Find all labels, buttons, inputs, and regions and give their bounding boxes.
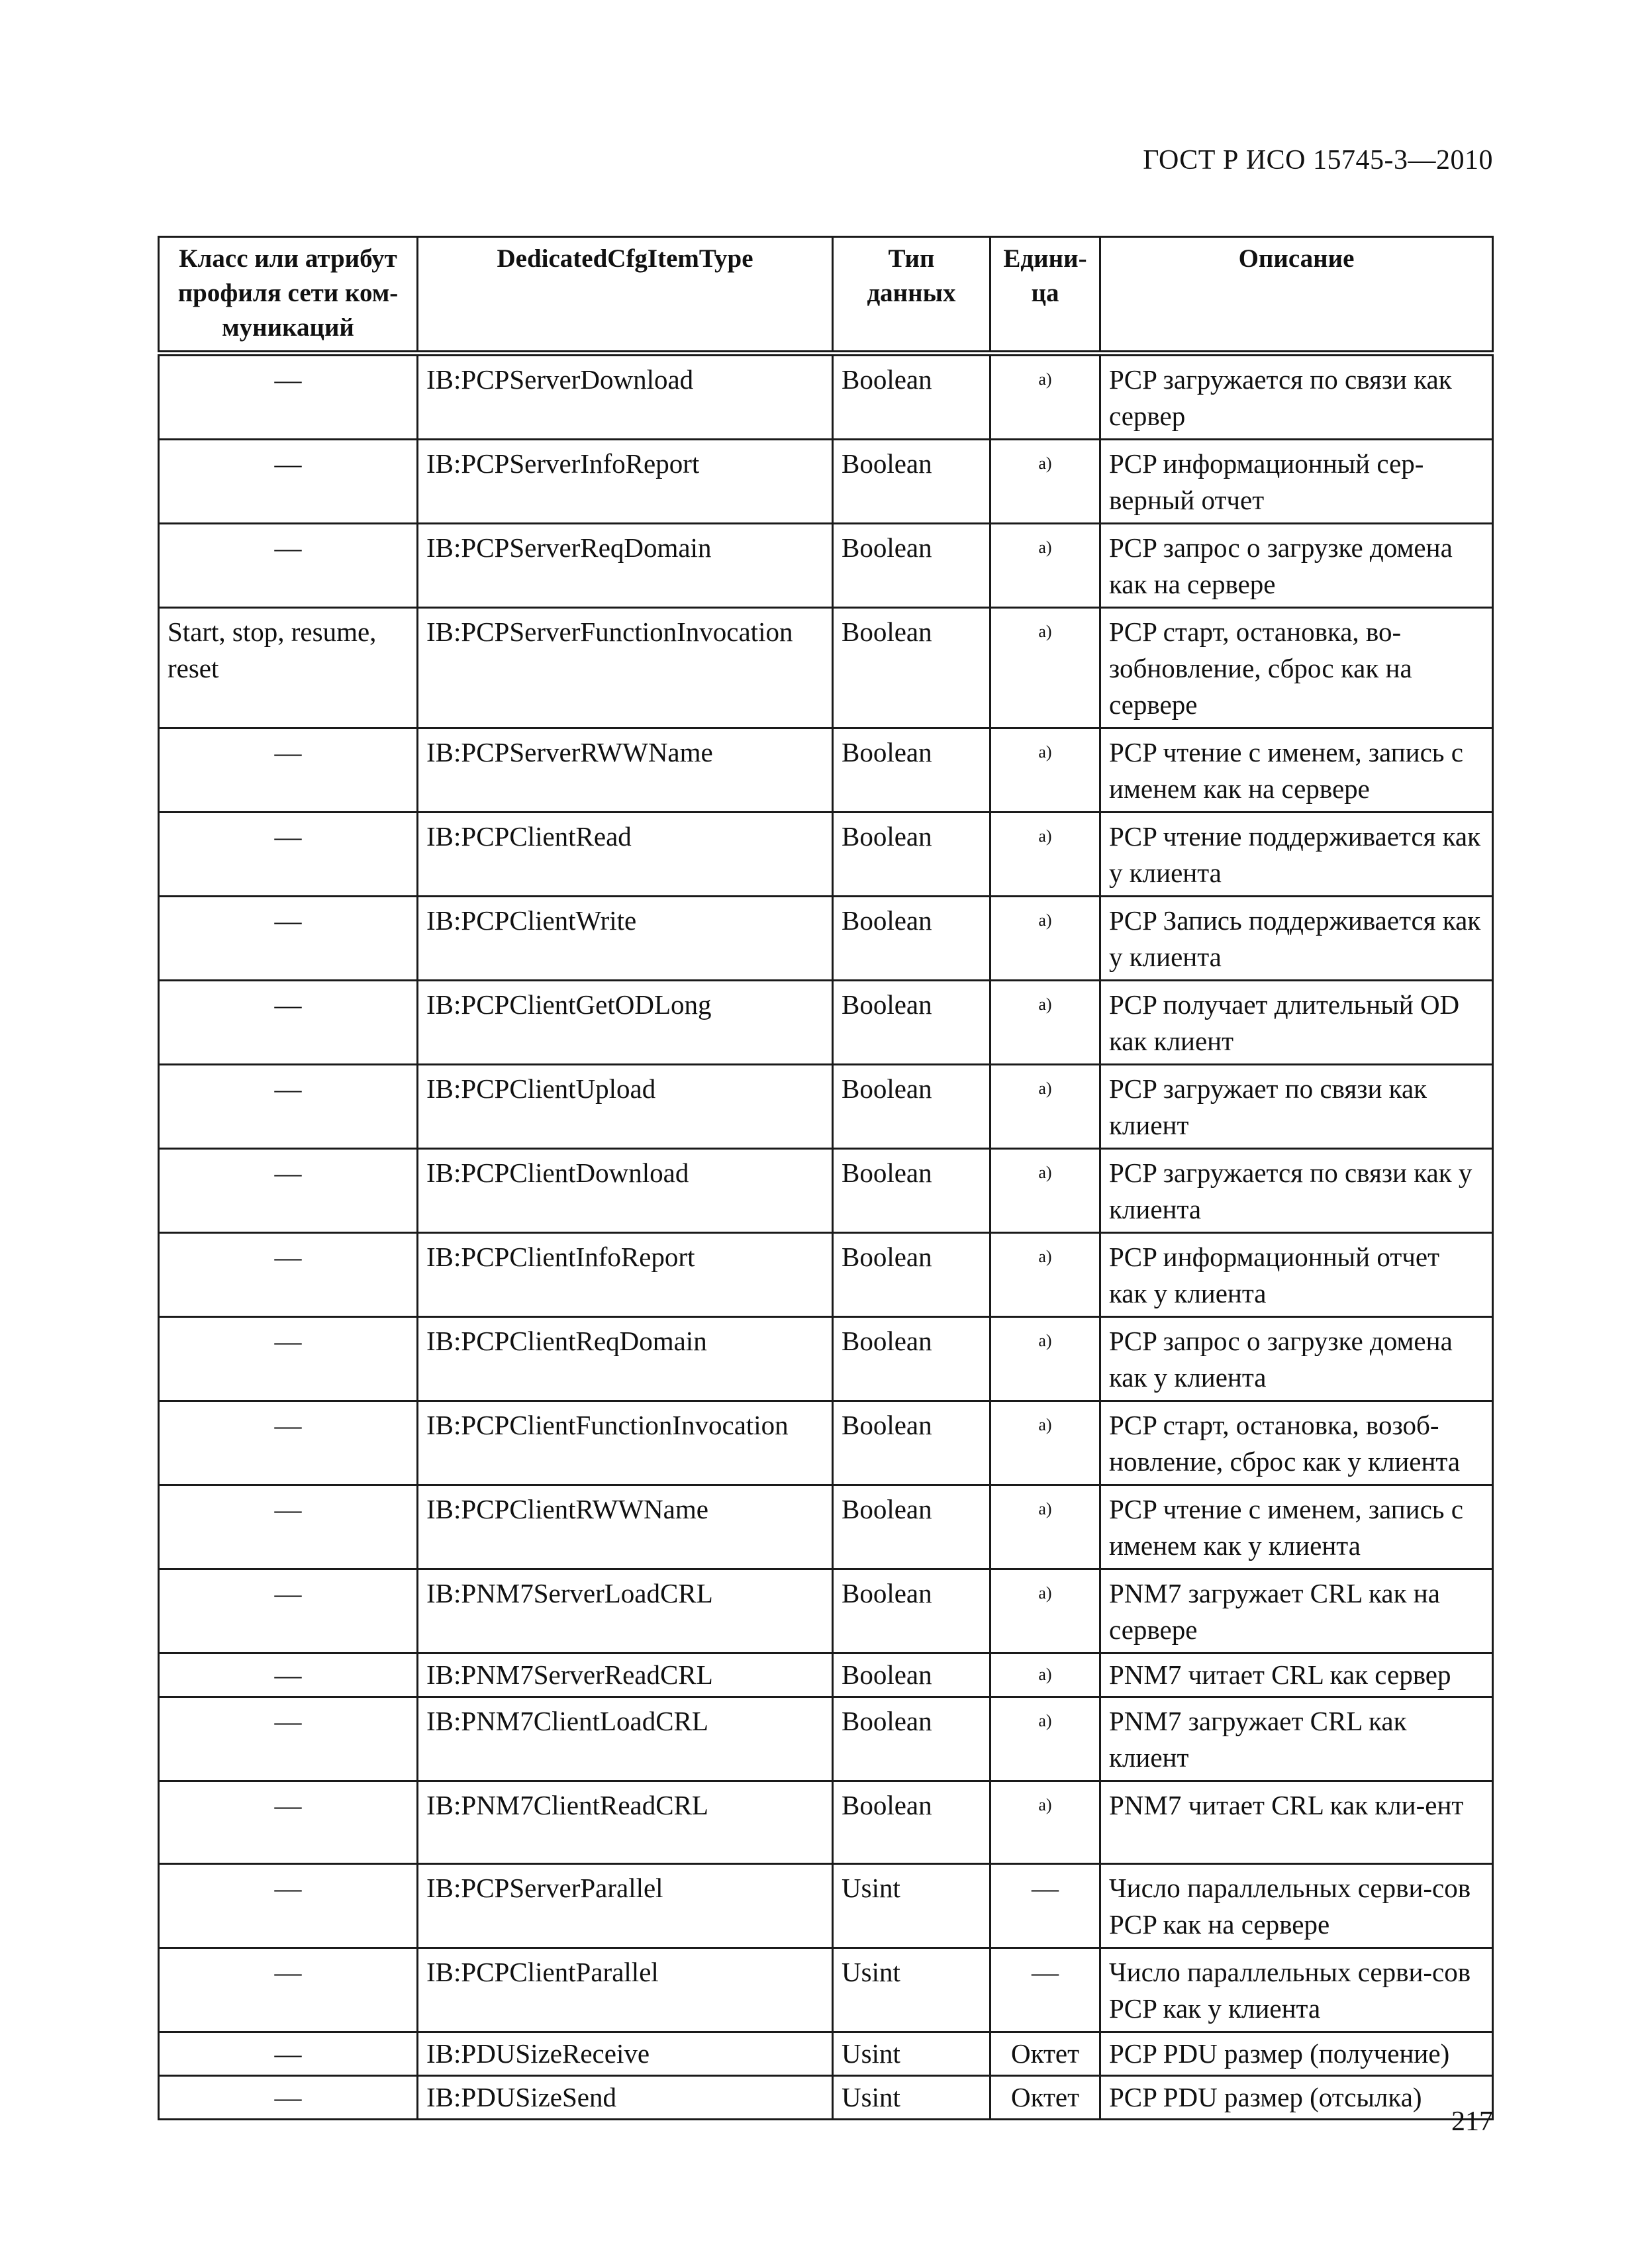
- column-header-data-type: Тип данных: [833, 237, 990, 354]
- footnote-marker: а): [1038, 742, 1052, 762]
- cell-data-type: Boolean: [833, 1149, 990, 1233]
- cell-data-type: Boolean: [833, 813, 990, 897]
- table-row: [159, 440, 1493, 524]
- footnote-marker: а): [1038, 995, 1052, 1014]
- cell-item-type: IB:PNM7ServerLoadCRL: [418, 1569, 833, 1653]
- cell-item-type: IB:PCPClientUpload: [418, 1065, 833, 1149]
- cell-class: —: [159, 440, 418, 524]
- cell-data-type: Boolean: [833, 1065, 990, 1149]
- cell-class: —: [159, 524, 418, 608]
- column-header-class: Класс или атрибут профиля сети ком-муникаций: [159, 237, 418, 354]
- footnote-marker: а): [1038, 1331, 1052, 1350]
- cell-item-type: IB:PCPClientFunctionInvocation: [418, 1401, 833, 1485]
- cell-description: PCP PDU размер (получение): [1100, 2032, 1493, 2076]
- page-number: 217: [1451, 2106, 1493, 2137]
- cell-unit: [990, 897, 1100, 981]
- cell-data-type: Usint: [833, 1948, 990, 2032]
- cell-class: —: [159, 1569, 418, 1653]
- cell-item-type: IB:PNM7ClientLoadCRL: [418, 1697, 833, 1781]
- cell-data-type: Usint: [833, 2032, 990, 2076]
- cell-unit: [990, 354, 1100, 440]
- cell-class: —: [159, 1149, 418, 1233]
- cell-item-type: IB:PNM7ClientReadCRL: [418, 1781, 833, 1864]
- cell-class: —: [159, 1653, 418, 1697]
- cell-description: PCP чтение поддерживается как у клиента: [1100, 813, 1493, 897]
- cell-data-type: Boolean: [833, 440, 990, 524]
- table-row: [159, 1485, 1493, 1569]
- cell-unit: [990, 1317, 1100, 1401]
- table-row: [159, 1781, 1493, 1864]
- cell-description: PNM7 загружает CRL как на сервере: [1100, 1569, 1493, 1653]
- cell-item-type: IB:PCPServerParallel: [418, 1864, 833, 1948]
- table-row: [159, 2032, 1493, 2076]
- cell-class: —: [159, 1317, 418, 1401]
- table-row: [159, 1317, 1493, 1401]
- cell-data-type: Boolean: [833, 1317, 990, 1401]
- cell-item-type: IB:PCPClientRead: [418, 813, 833, 897]
- cell-item-type: IB:PCPServerDownload: [418, 354, 833, 440]
- cell-data-type: Usint: [833, 2076, 990, 2120]
- footnote-marker: а): [1038, 1795, 1052, 1814]
- cell-class: —: [159, 897, 418, 981]
- cell-description: PCP PDU размер (отсылка): [1100, 2076, 1493, 2120]
- cell-description: PCP чтение с именем, запись с именем как у клиента: [1100, 1485, 1493, 1569]
- cell-class: —: [159, 981, 418, 1065]
- cell-description: PCP получает длительный OD как клиент: [1100, 981, 1493, 1065]
- cell-unit: [990, 1653, 1100, 1697]
- cell-description: PCP загружается по связи как сервер: [1100, 354, 1493, 440]
- table-row: [159, 1948, 1493, 2032]
- table-row: [159, 897, 1493, 981]
- footnote-marker: а): [1038, 454, 1052, 473]
- cell-item-type: IB:PCPServerReqDomain: [418, 524, 833, 608]
- cell-unit: [990, 440, 1100, 524]
- cell-item-type: IB:PCPClientRWWName: [418, 1485, 833, 1569]
- cell-class: —: [159, 1697, 418, 1781]
- cell-unit: [990, 608, 1100, 728]
- cell-class: —: [159, 1401, 418, 1485]
- cell-unit: [990, 1065, 1100, 1149]
- cell-data-type: Boolean: [833, 1697, 990, 1781]
- table-row: [159, 728, 1493, 813]
- cell-unit: [990, 1401, 1100, 1485]
- table-row: [159, 608, 1493, 728]
- cell-unit: [990, 1781, 1100, 1864]
- cell-class: —: [159, 2076, 418, 2120]
- cell-data-type: Boolean: [833, 524, 990, 608]
- footnote-marker: а): [1038, 1247, 1052, 1266]
- cell-description: PNM7 читает CRL как сервер: [1100, 1653, 1493, 1697]
- cell-data-type: Boolean: [833, 981, 990, 1065]
- cell-unit: [990, 1485, 1100, 1569]
- cell-description: PCP информационный сер-верный отчет: [1100, 440, 1493, 524]
- cell-data-type: Boolean: [833, 728, 990, 813]
- table-row: [159, 813, 1493, 897]
- footnote-marker: а): [1038, 1415, 1052, 1434]
- cell-description: PNM7 загружает CRL как клиент: [1100, 1697, 1493, 1781]
- cell-description: PCP загружается по связи как у клиента: [1100, 1149, 1493, 1233]
- cell-unit: [990, 728, 1100, 813]
- column-header-item-type: DedicatedCfgItemType: [418, 237, 833, 354]
- cell-class: —: [159, 813, 418, 897]
- table-row: [159, 2076, 1493, 2120]
- table-row: [159, 1569, 1493, 1653]
- cell-description: PCP старт, остановка, во-зобновление, сброс как на сервере: [1100, 608, 1493, 728]
- cell-item-type: IB:PDUSizeReceive: [418, 2032, 833, 2076]
- cell-description: PCP чтение с именем, запись с именем как на сервере: [1100, 728, 1493, 813]
- cell-class: —: [159, 1233, 418, 1317]
- cell-data-type: Boolean: [833, 1653, 990, 1697]
- cell-unit: Октет: [990, 2032, 1100, 2076]
- cell-item-type: IB:PCPServerInfoReport: [418, 440, 833, 524]
- footnote-marker: а): [1038, 622, 1052, 641]
- table-row: [159, 354, 1493, 440]
- cell-unit: [990, 1149, 1100, 1233]
- cell-class: —: [159, 1065, 418, 1149]
- cell-class: —: [159, 2032, 418, 2076]
- cell-data-type: Boolean: [833, 897, 990, 981]
- footnote-marker: а): [1038, 1499, 1052, 1518]
- cell-item-type: IB:PCPClientDownload: [418, 1149, 833, 1233]
- document-header: ГОСТ Р ИСО 15745-3—2010: [1143, 145, 1493, 175]
- cell-item-type: IB:PCPClientWrite: [418, 897, 833, 981]
- cell-description: PCP информационный отчет как у клиента: [1100, 1233, 1493, 1317]
- cell-unit: —: [990, 1948, 1100, 2032]
- cell-class: —: [159, 1864, 418, 1948]
- cell-description: PCP запрос о загрузке домена как на сервере: [1100, 524, 1493, 608]
- cell-unit: [990, 981, 1100, 1065]
- table-row: [159, 981, 1493, 1065]
- cell-description: Число параллельных серви-сов PCP как на сервере: [1100, 1864, 1493, 1948]
- footnote-marker: а): [1038, 1163, 1052, 1182]
- cell-unit: Октет: [990, 2076, 1100, 2120]
- cell-unit: [990, 1233, 1100, 1317]
- cell-description: PCP запрос о загрузке домена как у клиента: [1100, 1317, 1493, 1401]
- table-row: [159, 524, 1493, 608]
- cell-data-type: Boolean: [833, 354, 990, 440]
- footnote-marker: а): [1038, 1079, 1052, 1098]
- cell-description: PCP старт, остановка, возоб-новление, сброс как у клиента: [1100, 1401, 1493, 1485]
- table-row: [159, 1864, 1493, 1948]
- cell-item-type: IB:PNM7ServerReadCRL: [418, 1653, 833, 1697]
- cell-unit: —: [990, 1864, 1100, 1948]
- cell-item-type: IB:PCPClientGetODLong: [418, 981, 833, 1065]
- cell-data-type: Boolean: [833, 1233, 990, 1317]
- footnote-marker: а): [1038, 370, 1052, 389]
- cell-item-type: IB:PCPServerFunctionInvocation: [418, 608, 833, 728]
- cell-data-type: Usint: [833, 1864, 990, 1948]
- cell-item-type: IB:PCPClientInfoReport: [418, 1233, 833, 1317]
- cell-class: Start, stop, resume, reset: [159, 608, 418, 728]
- footnote-marker: а): [1038, 1711, 1052, 1730]
- cell-unit: [990, 813, 1100, 897]
- table-body: [159, 354, 1493, 2120]
- cell-description: PNM7 читает CRL как кли-ент: [1100, 1781, 1493, 1864]
- cell-class: —: [159, 1948, 418, 2032]
- table-row: [159, 1233, 1493, 1317]
- footnote-marker: а): [1038, 911, 1052, 930]
- cell-data-type: Boolean: [833, 1569, 990, 1653]
- cell-description: PCP загружает по связи как клиент: [1100, 1065, 1493, 1149]
- cell-unit: [990, 1569, 1100, 1653]
- column-header-unit: Едини-ца: [990, 237, 1100, 354]
- cell-class: —: [159, 1781, 418, 1864]
- cell-class: —: [159, 354, 418, 440]
- footnote-marker: а): [1038, 1665, 1052, 1684]
- column-header-description: Описание: [1100, 237, 1493, 354]
- cell-item-type: IB:PCPClientParallel: [418, 1948, 833, 2032]
- table-header: [159, 237, 1493, 354]
- cell-class: —: [159, 728, 418, 813]
- table-row: [159, 1697, 1493, 1781]
- cell-unit: [990, 524, 1100, 608]
- header-row: [159, 237, 1493, 354]
- cell-description: Число параллельных серви-сов PCP как у клиента: [1100, 1948, 1493, 2032]
- table-row: [159, 1149, 1493, 1233]
- cell-item-type: IB:PDUSizeSend: [418, 2076, 833, 2120]
- footnote-marker: а): [1038, 1583, 1052, 1602]
- cell-data-type: Boolean: [833, 1401, 990, 1485]
- cell-data-type: Boolean: [833, 608, 990, 728]
- spec-table: [158, 236, 1494, 2120]
- cell-description: PCP Запись поддерживается как у клиента: [1100, 897, 1493, 981]
- cell-data-type: Boolean: [833, 1781, 990, 1864]
- cell-unit: [990, 1697, 1100, 1781]
- cell-class: —: [159, 1485, 418, 1569]
- cell-item-type: IB:PCPServerRWWName: [418, 728, 833, 813]
- cell-data-type: Boolean: [833, 1485, 990, 1569]
- table-row: [159, 1653, 1493, 1697]
- footnote-marker: а): [1038, 538, 1052, 557]
- table-row: [159, 1401, 1493, 1485]
- table-row: [159, 1065, 1493, 1149]
- footnote-marker: а): [1038, 826, 1052, 846]
- cell-item-type: IB:PCPClientReqDomain: [418, 1317, 833, 1401]
